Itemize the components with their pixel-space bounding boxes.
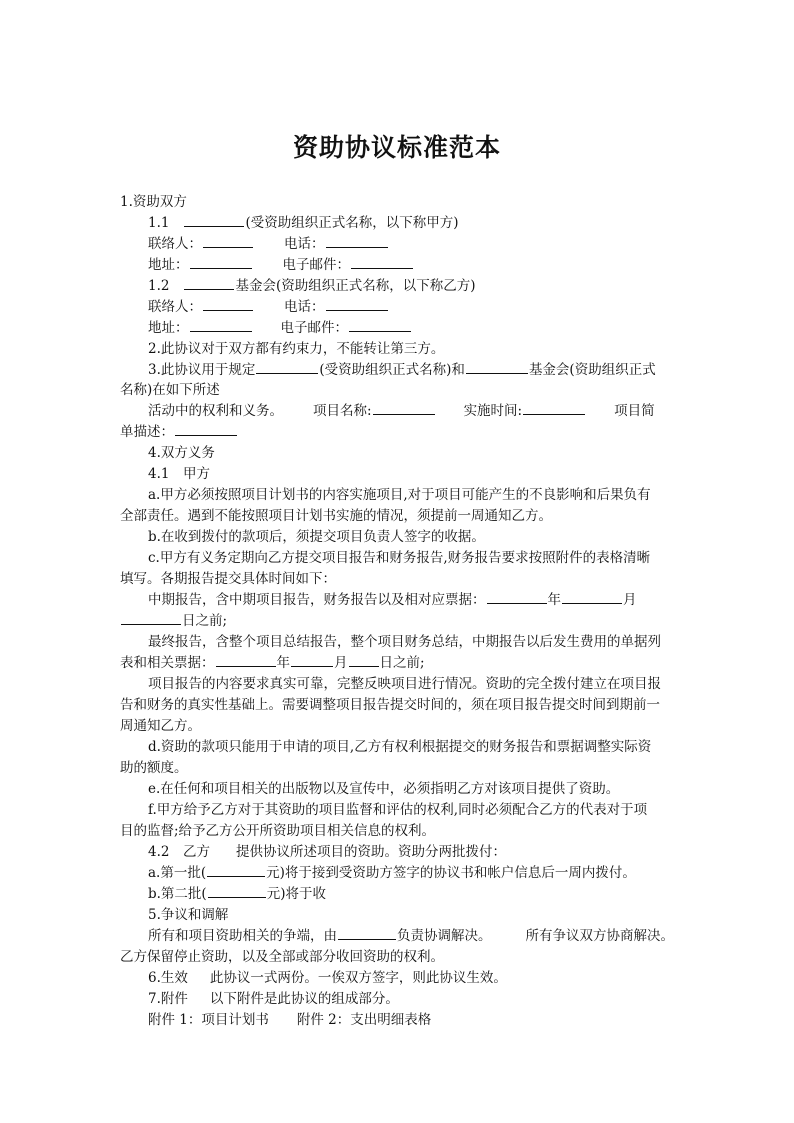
section-parties: 1.资助双方: [120, 194, 187, 210]
clause-3: 3.此协议用于规定 (受资助组织正式名称)和 基金会(资助组织正式: [148, 362, 656, 378]
interim-report-line: 中期报告，含中期项目报告，财务报告以及相对应票据： 年 月: [148, 592, 637, 608]
clause-1-1: 1.1 (受资助组织正式名称，以下称甲方): [148, 215, 459, 231]
clause-1-2: 1.2 基金会(资助组织正式名称，以下称乙方): [148, 278, 476, 294]
section-obligations: 4.双方义务: [148, 445, 215, 461]
clause-4-1-d: d.资助的款项只能用于申请的项目,乙方有权利根据提交的财务报告和票据调整实际资: [148, 739, 652, 755]
blank-party-a-name: [184, 214, 244, 227]
clause-4-1-a: a.甲方必须按照项目计划书的内容实施项目,对于项目可能产生的不良影响和后果负有: [148, 487, 651, 503]
clause-4-1-e: e.在任何和项目相关的出版物以及宣传中，必须指明乙方对该项目提供了资助。: [148, 781, 620, 797]
party-a-address-line: 地址： 电子邮件：: [148, 256, 414, 274]
document-page: 资助协议标准范本 1.资助双方 1.1 (受资助组织正式名称，以下称甲方) 联络人： 电话： 地址： 电子邮件： 1.2 基金会(资助组织正式名称，以下称乙方) 联络人： 电话： 地址： 电子邮件： 2.此协议对于双方都有约束力，不能转让第三方。 3.此协议用于规定 (受资助组织正式名称)和 基金会(资助组织正式 名称)在如下所述 活动中的权利和义务。 项目名称: 实施时间: 项目简 单描述： 4.双方义务 4.1 甲方 a.甲方必须按照项目计划书的内容实施项目,对于项目可能产生的不良影响和后果负有 全部责任。遇到不能按照项目计划书实施的情况，须提前一周通知乙方。 b.在收到拨付的款项后，须提交项目负责人签字的收据。 c.甲方有义务定期向乙方提交项目报告和财务报告,财务报告要求按照附件的表格清晰 填写。各期报告提交具体时间如下： 中期报告，含中期项目报告，财务报告以及相对应票据： 年 月 日之前; 最终报告，含整个项目总结报告，整个项目财务总结，中期报告以后发生费用的单据列 表和相关票据： 年 月 日之前; 项目报告的内容要求真实可靠，完整反映项目进行情况。资助的完全拨付建立在项目报 告和财务的真实性基础上。需要调整项目报告提交时间的，须在项目报告提交时间到期前一 周通知乙方。 d.资助的款项只能用于申请的项目,乙方有权利根据提交的财务报告和票据调整实际资 助的额度。 e.在任何和项目相关的出版物以及宣传中，必须指明乙方对该项目提供了资助。 f.甲方给予乙方对于其资助的项目监督和评估的权利,同时必须配合乙方的代表对于项 目的监督;给予乙方公开所资助项目相关信息的权利。 4.2 乙方 提供协议所述项目的资助。资助分两批拨付： a.第一批( 元)将于接到受资助方签字的协议书和帐户信息后一周内拨付。 b.第二批( 元)将于收 5.争议和调解 所有和项目资助相关的争端，由 负责协调解决。 所有争议双方协商解决。 乙方保留停止资助，以及全部或部分收回资助的权利。 6.生效 此协议一式两份。一俟双方签字，则此协议生效。 7.附件 以下附件是此协议的组成部分。 附件 1：项目计划书 附件 2：支出明细表格: [0, 0, 794, 1123]
clause-4-1: 4.1 甲方: [148, 466, 210, 482]
clause-4-1-b: b.在收到拨付的款项后，须提交项目负责人签字的收据。: [148, 529, 485, 545]
report-requirement-paragraph: 项目报告的内容要求真实可靠，完整反映项目进行情况。资助的完全拨付建立在项目报: [148, 676, 661, 692]
attachments-list: 附件 1：项目计划书 附件 2：支出明细表格: [148, 1012, 432, 1028]
clause-4-1-c: c.甲方有义务定期向乙方提交项目报告和财务报告,财务报告要求按照附件的表格清晰: [148, 550, 651, 566]
clause-4-1-f: f.甲方给予乙方对于其资助的项目监督和评估的权利,同时必须配合乙方的代表对于项: [148, 802, 648, 818]
section-effect: 6.生效 此协议一式两份。一俟双方签字，则此协议生效。: [148, 970, 507, 986]
first-payment-line: a.第一批( 元)将于接到受资助方签字的协议书和帐户信息后一周内拨付。: [148, 865, 636, 881]
blank-foundation-name: [184, 277, 234, 290]
section-disputes: 5.争议和调解: [148, 907, 229, 923]
party-b-address-line: 地址： 电子邮件：: [148, 319, 412, 337]
party-b-contact-line: 联络人： 电话：: [148, 298, 389, 316]
final-report-line: 最终报告，含整个项目总结报告，整个项目财务总结，中期报告以后发生费用的单据列: [148, 634, 661, 650]
second-payment-line: b.第二批( 元)将于收: [148, 886, 326, 902]
project-info-line: 活动中的权利和义务。 项目名称: 实施时间: 项目简: [148, 403, 655, 419]
clause-4-2: 4.2 乙方 提供协议所述项目的资助。资助分两批拨付：: [148, 844, 506, 860]
section-attachments: 7.附件 以下附件是此协议的组成部分。: [148, 991, 399, 1007]
clause-2: 2.此协议对于双方都有约束力，不能转让第三方。: [148, 341, 445, 357]
document-title: 资助协议标准范本: [292, 133, 501, 162]
disputes-paragraph: 所有和项目资助相关的争端，由 负责协调解决。 所有争议双方协商解决。: [148, 928, 674, 944]
party-a-contact-line: 联络人： 电话：: [148, 235, 389, 253]
